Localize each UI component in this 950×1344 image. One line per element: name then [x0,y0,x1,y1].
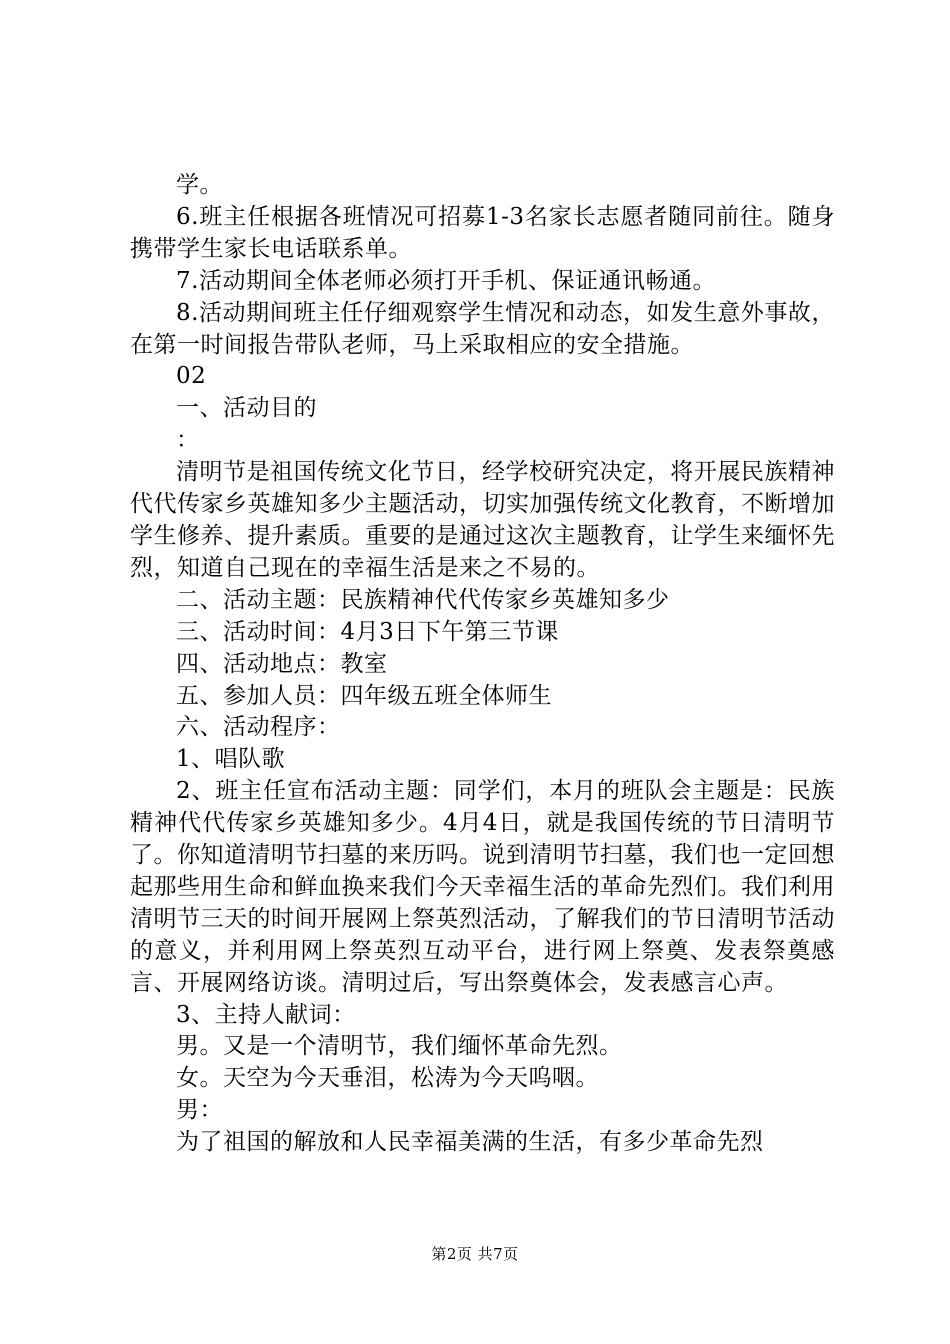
procedure-step-1: 1、唱队歌 [176,746,286,773]
line-participants: 五、参加人员：四年级五班全体师生 [176,682,552,709]
dialogue-male-2: 男： [176,1097,223,1124]
paragraph-purpose-body: 清明节是祖国传统文化节日，经学校研究决定，将开展民族精神代代传家乡英雄知多少主题活动，切实加强传统文化教育，不断增加学生修养、提升素质。重要的是通过这次主题教育，让学生来缅怀先烈，知道自己现在的幸福生活是来之不易的。 [130,459,835,581]
section-number: 02 [176,363,207,390]
procedure-step-2: 2、班主任宣布活动主题：同学们，本月的班队会主题是：民族精神代代传家乡英雄知多少。4月4日，就是我国传统的节日清明节了。你知道清明节扫墓的来历吗。说到清明节扫墓，我们也一定回想起那些用生命和鲜血换来我们今天幸福生活的革命先烈们。我们利用清明节三天的时间开展网上祭英烈活动，了解我们的节日清明节活动的意义，并利用网上祭英烈互动平台，进行网上祭奠、发表祭奠感言、开展网络访谈。清明过后，写出祭奠体会，发表感言心声。 [130,778,835,996]
colon-line: ： [176,427,200,454]
dialogue-male-1: 男。又是一个清明节，我们缅怀革命先烈。 [176,1033,623,1060]
document-body [130,170,835,1159]
line-activity-theme: 二、活动主题：民族精神代代传家乡英雄知多少 [176,586,670,613]
paragraph-item-8: 8.活动期间班主任仔细观察学生情况和动态，如发生意外事故，在第一时间报告带队老师，马上采取相应的安全措施。 [130,299,835,358]
dialogue-female-1: 女。天空为今天垂泪，松涛为今天呜咽。 [176,1065,599,1092]
page-footer: 第2页 共7页 [431,1245,519,1263]
line-activity-time: 三、活动时间：4月3日下午第三节课 [176,618,559,645]
heading-activity-purpose: 一、活动目的 [176,395,317,422]
paragraph-item-6: 6.班主任根据各班情况可招募1-3名家长志愿者随同前往。随身携带学生家长电话联系单。 [130,203,835,262]
dialogue-male-2-body: 为了祖国的解放和人民幸福美满的生活，有多少革命先烈 [176,1129,764,1156]
procedure-step-3: 3、主持人献词： [176,1001,356,1028]
line-activity-location: 四、活动地点：教室 [176,650,388,677]
paragraph-continuation: 学。 [176,172,223,198]
line-activity-procedure: 六、活动程序： [176,714,341,741]
paragraph-item-7: 7.活动期间全体老师必须打开手机、保证通讯畅通。 [176,267,716,294]
